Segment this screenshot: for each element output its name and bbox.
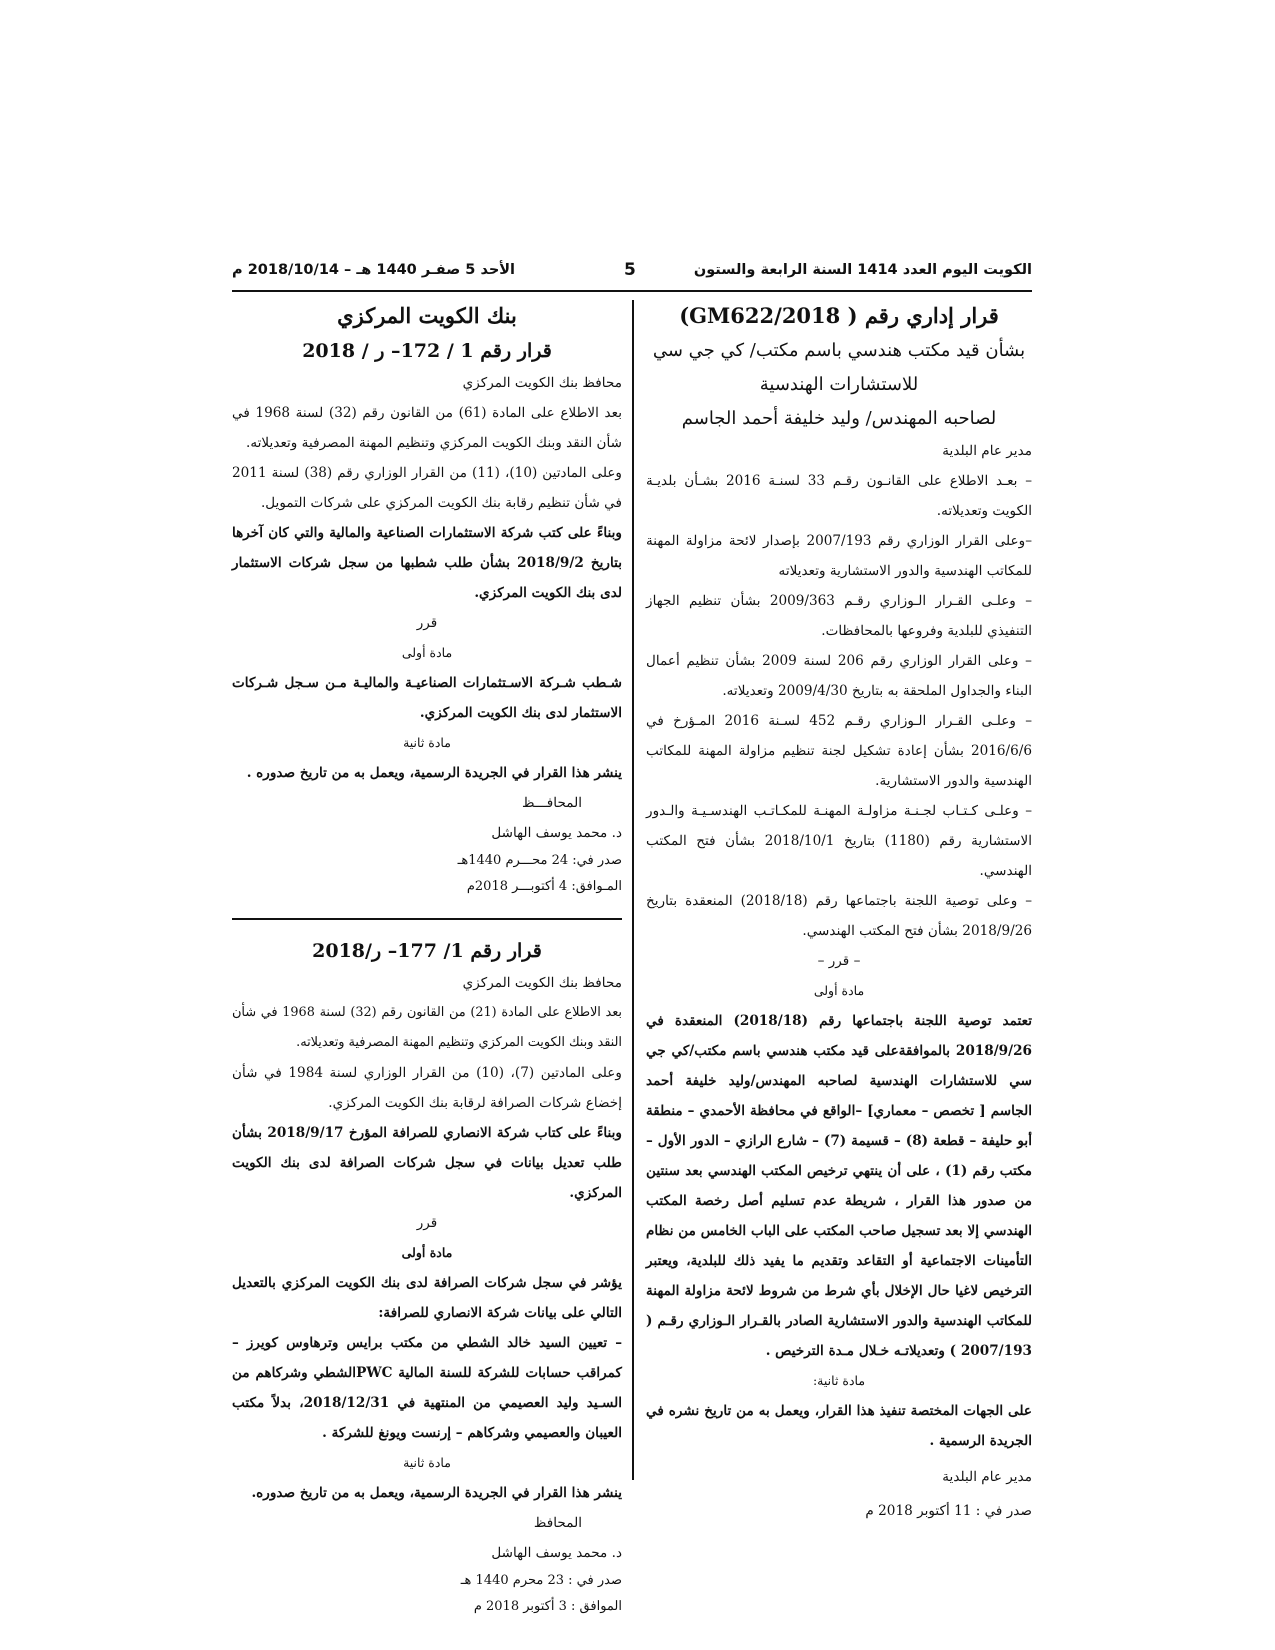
column-divider [632, 300, 634, 1480]
left-column [232, 298, 622, 1620]
article-heading: مادة ثانية [403, 735, 451, 750]
page-header [232, 262, 1032, 288]
article-text: ينشر هذا القرار في الجريدة الرسمية، ويعمل به من تاريخ صدوره. [251, 1485, 622, 1501]
decision-subtitle: لصاحبه المهندس/ وليد خليفة أحمد الجاسم [681, 408, 997, 429]
corresponding-date: المـوافق: 4 أكتوبـــر 2018م [466, 879, 622, 894]
preamble-item: – وعلى توصية اللجنة باجتماعها رقم (2018/18) المنعقدة بتاريخ 2018/9/26 بشأن فتح المكتب الهندسي. [646, 893, 1032, 939]
governor-label: المحافـــظ [521, 795, 582, 811]
issuer-line: مدير عام البلدية [942, 443, 1032, 459]
issuer-line: محافظ بنك الكويت المركزي [462, 375, 622, 391]
right-column [646, 298, 1032, 1526]
article-heading: مادة أولى [813, 983, 865, 998]
article-heading: مادة أولى [401, 645, 453, 660]
preamble-item: – وعلـى القـرار الـوزاري رقـم 2009/363 بشأن تنظيم الجهاز التنفيذي للبلدية وفروعها بالمحافظات. [646, 593, 1032, 639]
preamble-item: وعلى المادتين (7)، (10) من القرار الوزاري لسنة 1984 في شأن إخضاع شركات الصرافة لرقابة بنك الكويت المركزي. [232, 1065, 622, 1111]
signature: مدير عام البلدية [942, 1469, 1032, 1485]
article-heading: مادة أولى [401, 1245, 453, 1260]
article-text: تعتمد توصية اللجنة باجتماعها رقم (2018/18) المنعقدة في 2018/9/26 بالموافقةعلى قيد مكتب هندسي باسم مكتب/كي جي سي للاستشارات الهندسية لصاحبه المهندس/وليد خليفة أحمد الجاسم [ تخصص – معماري] –الواقع في محافظة الأحمدي – منطقة أبو حليفة – قطعة (8) – قسيمة (7) – شارع الرازي – الدور الأول – مكتب رقم (1) ، على أن ينتهي ترخيص المكتب الهندسي بعد سنتين من صدور هذا القرار ، شريطة عدم تسليم أصل رخصة المكتب الهندسي إلا بعد تسجيل صاحب المكتب على الباب الخامس من نظام التأمينات الاجتماعية أو التقاعد وتقديم ما يفيد ذلك للبلدية، ويعتبر الترخيص لاغيا حال الإخلال بأي شرط من شروط لائحة مزاولة المهنة للمكاتب الهندسية والدور الاستشارية الصادر بالقـرار الـوزاري رقـم ( 2007/193 ) وتعديلاتـه خـلال مـدة الترخيص . [646, 1013, 1032, 1359]
decision-separator [232, 918, 622, 920]
governor-name: د. محمد يوسف الهاشل [491, 825, 622, 841]
preamble-item: بعد الاطلاع على المادة (21) من القانون رقم (32) لسنة 1968 في شأن النقد وبنك الكويت المركزي وتنظيم المهنة المصرفية وتعديلاته. [232, 1005, 622, 1050]
governor-name: د. محمد يوسف الهاشل [491, 1545, 622, 1561]
decided-heading: – قرر – [817, 953, 861, 969]
preamble-item: بعد الاطلاع على المادة (61) من القانون رقم (32) لسنة 1968 في شأن النقد وبنك الكويت المركزي وتنظيم المهنة المصرفية وتعديلاته. [232, 405, 622, 451]
preamble-item: – وعلى القرار الوزاري رقم 206 لسنة 2009 بشأن تنظيم أعمال البناء والجداول الملحقة به بتاريخ 2009/4/30 وتعديلاته. [646, 653, 1032, 699]
header-issue-info: الكويت اليوم العدد 1414 السنة الرابعة والستون [693, 262, 1032, 278]
article-heading: مادة ثانية [403, 1455, 451, 1470]
article-heading: مادة ثانية: [812, 1373, 866, 1388]
decision-subtitle: بشأن قيد مكتب هندسي باسم مكتب/ كي جي سي [652, 340, 1026, 361]
issuer-line: محافظ بنك الكويت المركزي [462, 975, 622, 991]
article-text: يؤشر في سجل شركات الصرافة لدى بنك الكويت المركزي بالتعديل التالي على بيانات شركة الانصاري للصرافة: [232, 1275, 622, 1321]
preamble-item: – وعلـى القـرار الـوزاري رقـم 452 لسـنة 2016 المـؤرخ في 2016/6/6 بشأن إعادة تشكيل لجنة تنظيم مزاولة المهنة للمكاتب الهندسية والدور الاستشارية. [646, 713, 1032, 789]
issue-date: صدر في : 11 أكتوبر 2018 م [865, 1503, 1032, 1519]
page-number: 5 [624, 260, 636, 280]
governor-label: المحافظ [533, 1515, 582, 1531]
issue-date: صدر في : 23 محرم 1440 هـ [460, 1573, 622, 1588]
preamble-item: – وعلـى كـتـاب لجـنـة مزاولـة المهنـة للمكـاتـب الهندسـيـة والـدور الاستشارية رقم (1180) بتاريخ 2018/10/1 بشأن فتح المكتب الهندسي. [646, 803, 1032, 879]
preamble-item: – بعـد الاطلاع على القانـون رقـم 33 لسنـة 2016 بشـأن بلديـة الكويت وتعديلاته. [646, 473, 1032, 519]
header-rule [232, 290, 1032, 292]
bank-title: بنك الكويت المركزي [337, 303, 517, 328]
preamble-item: –وعلى القرار الوزاري رقم 2007/193 بإصدار لائحة مزاولة المهنة للمكاتب الهندسية والدور الاستشارية وتعديلاته [646, 533, 1032, 579]
preamble-item: وعلى المادتين (10)، (11) من القرار الوزاري رقم (38) لسنة 2011 في شأن تنظيم رقابة بنك الكويت المركزي على شركات التمويل. [232, 465, 622, 511]
article-text: ينشر هذا القرار في الجريدة الرسمية، ويعمل به من تاريخ صدوره . [246, 765, 622, 781]
decision-subtitle: للاستشارات الهندسية [759, 374, 919, 395]
article-text: على الجهات المختصة تنفيذ هذا القرار، ويعمل به من تاريخ نشره في الجريدة الرسمية . [646, 1403, 1032, 1449]
preamble-item: وبناءً على كتب شركة الاستثمارات الصناعية والمالية والتي كان آخرها بتاريخ 2018/9/2 بشأن طلب شطبها من سجل شركات الاستثمار لدى بنك الكويت المركزي. [232, 525, 622, 601]
header-date: الأحد 5 صفـر 1440 هـ – 2018/10/14 م [232, 262, 516, 278]
decided-heading: قرر [416, 615, 438, 631]
preamble-item: وبناءً على كتاب شركة الانصاري للصرافة المؤرخ 2018/9/17 بشأن طلب تعديل بيانات في سجل شركات الصرافة لدى بنك الكويت المركزي. [232, 1125, 622, 1201]
article-text: شـطب شـركة الاسـتثمارات الصناعيـة والماليـة مـن سـجل شـركات الاستثمار لدى بنك الكويت المركزي. [232, 675, 622, 721]
issue-date: صدر في: 24 محـــرم 1440هـ [457, 853, 622, 868]
decision-title: قرار رقم 1 / 172– ر / 2018 [302, 340, 552, 362]
article-list-item: – تعيين السيد خالد الشطي من مكتب برايس وترهاوس كويرز – كمراقب حسابات للشركة للسنة المالية PWCالشطي وشركاهم من السـيد وليد العصيمي من المنتهية في 2018/12/31، بدلاً مكتب العيبان والعصيمي وشركاهم – إرنست ويونغ للشركة . [232, 1335, 623, 1441]
decided-heading: قرر [416, 1215, 438, 1231]
corresponding-date: الموافق : 3 أكتوبر 2018 م [473, 1599, 622, 1614]
decision-title: قرار إداري رقم ( 2018/GM622) [679, 303, 999, 328]
decision-title: قرار رقم 1/ 177– ر/2018 [312, 940, 542, 962]
